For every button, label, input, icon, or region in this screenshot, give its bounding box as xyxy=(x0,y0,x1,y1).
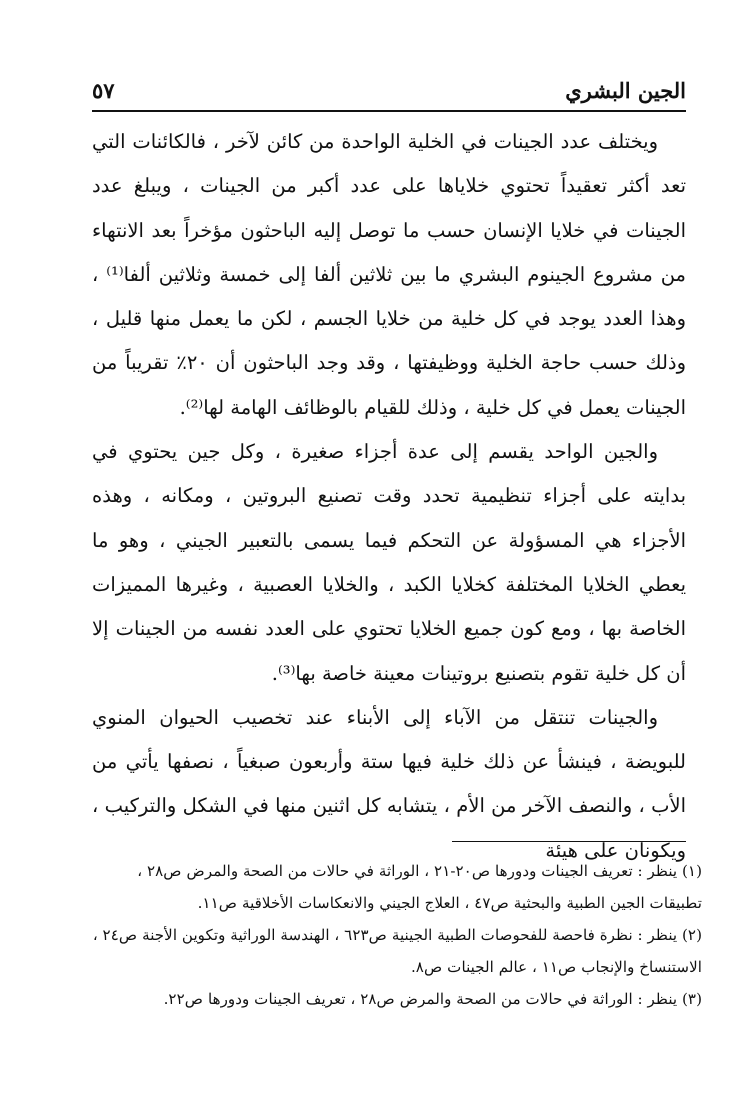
footnote-3: (٣) ينظر : الوراثة في حالات من الصحة والمرض ص٢٨ ، تعريف الجينات ودورها ص٢٢. xyxy=(163,990,702,1008)
page-number: ٥٧ xyxy=(92,77,115,103)
running-header xyxy=(92,70,686,112)
footnote-2: (٢) ينظر : نظرة فاحصة للفحوصات الطبية الجينية ص٦٢٣ ، الهندسة الوراثية وتكوين الأجنة ص٢٤ ، الاستنساخ والإنجاب ص١١ ، عالم الجينات ص٨. xyxy=(92,926,702,976)
footnote-separator xyxy=(452,841,686,842)
paragraph-3: والجينات تنتقل من الآباء إلى الأبناء عند تخصيب الحيوان المنوي للبويضة ، فينشأ عن ذلك خلية فيها ستة وأربعون صبغياً ، نصفها يأتي من الأب ، والنصف الآخر من الأم ، يتشابه كل اثنين منها في الشكل والتركيب ، ويكونان على هيئة xyxy=(92,705,686,862)
footnotes xyxy=(92,855,702,1015)
running-title: الجين البشري xyxy=(565,77,686,103)
footnote-1: (١) ينظر : تعريف الجينات ودورها ص٢٠-٢١ ، الوراثة في حالات من الصحة والمرض ص٢٨ ، تطبيقات الجين الطبية والبحثية ص٤٧ ، العلاج الجيني والانعكاسات الأخلاقية ص١١. xyxy=(137,862,702,912)
paragraph-2: والجين الواحد يقسم إلى عدة أجزاء صغيرة ، وكل جين يحتوي في بدايته على أجزاء تنظيمية تحدد وقت تصنيع البروتين ، ومكانه ، وهذه الأجزاء هي المسؤولة عن التحكم فيما يسمى بالتعبير الجيني ، وهو ما يعطي الخلايا المختلفة كخلايا الكبد ، والخلايا العصبية ، وغيرها المميزات الخاصة بها ، ومع كون جميع الخلايا تحتوي على العدد نفسه من الجينات إلا أن كل خلية تقوم بتصنيع بروتينات معينة خاصة بها⁽³⁾. xyxy=(92,440,686,685)
paragraph-1: ويختلف عدد الجينات في الخلية الواحدة من كائن لآخر ، فالكائنات التي تعد أكثر تعقيداً تحتوي خلاياها على عدد أكبر من الجينات ، ويبلغ عدد الجينات في خلايا الإنسان حسب ما توصل إليه الباحثون مؤخراً بعد الانتهاء من مشروع الجينوم البشري ما بين ثلاثين ألفا إلى خمسة وثلاثين ألفا⁽¹⁾ ، وهذا العدد يوجد في كل خلية من خلايا الجسم ، لكن ما يعمل منها قليل ، وذلك حسب حاجة الخلية ووظيفتها ، وقد وجد الباحثون أن ٢٠٪ تقريباً من الجينات يعمل في كل خلية ، وذلك للقيام بالوظائف الهامة لها⁽²⁾. xyxy=(92,130,687,419)
body-text xyxy=(92,120,686,873)
